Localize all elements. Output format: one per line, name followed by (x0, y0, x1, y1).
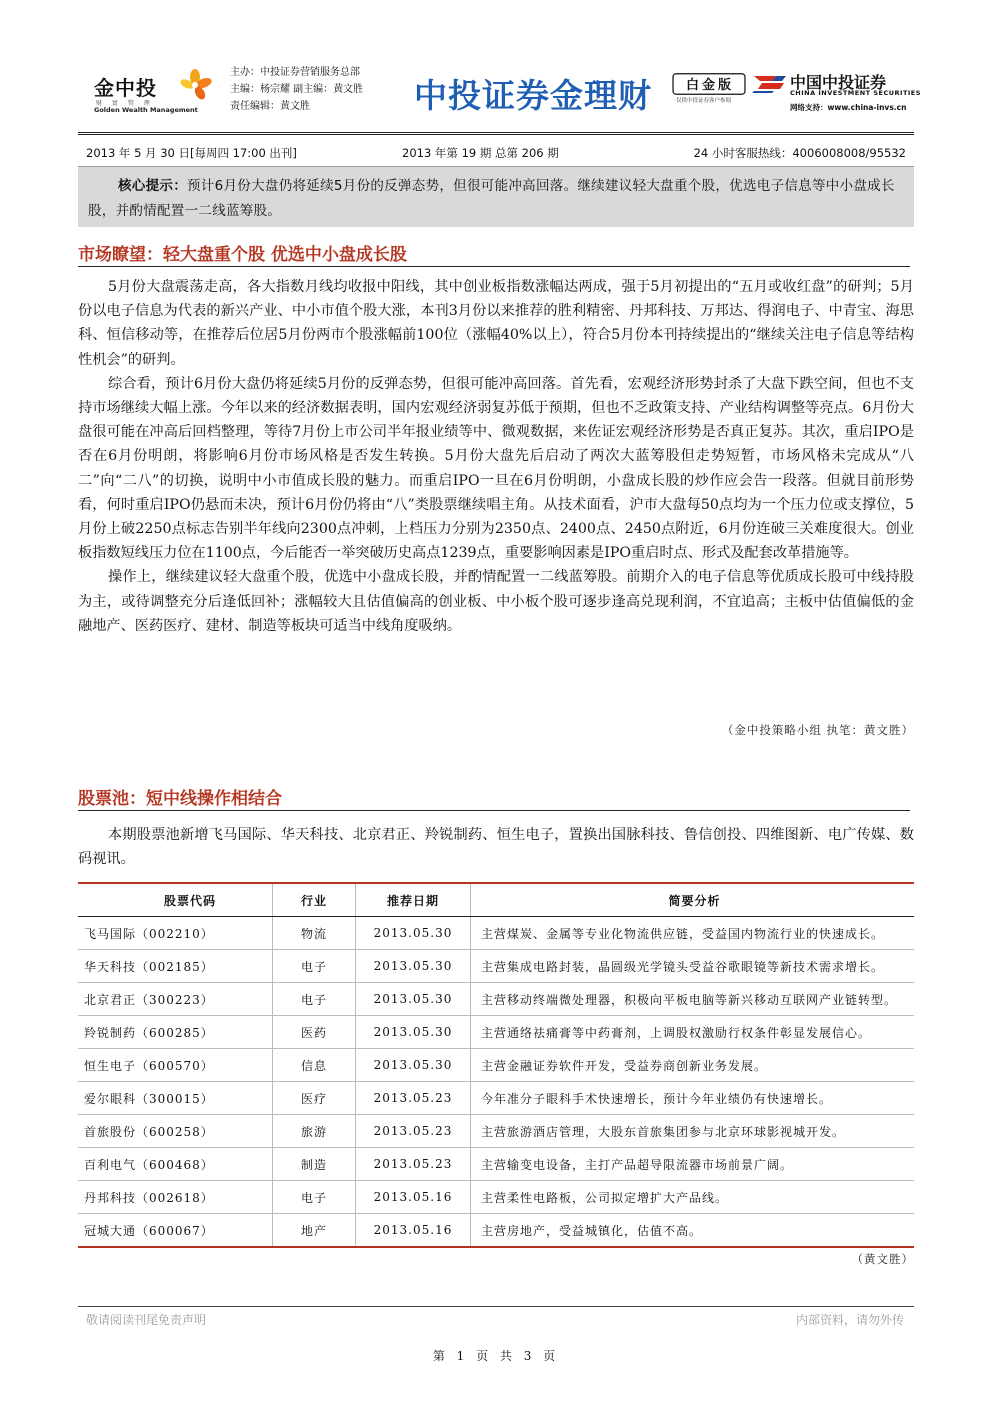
issue-number: 2013 年第 19 期 总第 206 期 (402, 146, 559, 160)
stock-code-cell: 百利电气（600468） (78, 1148, 273, 1181)
website-support: 网络支持：www.china-invs.cn (790, 103, 907, 112)
date-cell: 2013.05.16 (356, 1214, 471, 1248)
table-row (78, 1016, 914, 1049)
date-cell: 2013.05.23 (356, 1115, 471, 1148)
column-header-analysis: 简要分析 (471, 883, 915, 917)
stock-code-cell: 华天科技（002185） (78, 950, 273, 983)
market-outlook-heading: 市场瞭望：轻大盘重个股 优选中小盘成长股 (78, 240, 910, 267)
industry-cell: 电子 (273, 983, 356, 1016)
analysis-cell: 主营通络祛痛膏等中药膏剂，上调股权激励行权条件彰显发展信心。 (471, 1016, 915, 1049)
footer-divider (78, 1306, 914, 1307)
column-header-industry: 行业 (273, 883, 356, 917)
date-cell: 2013.05.30 (356, 917, 471, 950)
edition-note: 仅供中投证券客户参阅 (676, 98, 732, 104)
stock-code-cell: 北京君正（300223） (78, 983, 273, 1016)
table-row (78, 950, 914, 983)
analysis-cell: 主营集成电路封装，晶圆级光学镜头受益谷歌眼镜等新技术需求增长。 (471, 950, 915, 983)
internal-notice: 内部资料，请勿外传 (795, 1313, 904, 1327)
page-number: 第 1 页 共 3 页 (432, 1349, 560, 1363)
column-header-code: 股票代码 (78, 883, 273, 917)
stock-pool-intro (78, 823, 914, 871)
analysis-cell: 主营旅游酒店管理，大股东首旅集团参与北京环球影视城开发。 (471, 1115, 915, 1148)
key-tip-box (78, 166, 914, 227)
stock-code-cell: 冠城大通（600067） (78, 1214, 273, 1248)
table-row (78, 1181, 914, 1214)
market-paragraph: 5月份大盘震荡走高，各大指数月线均收报中阳线，其中创业板指数涨幅达两成，强于5月初提出的“五月或收红盘”的研判；5月份以电子信息为代表的新兴产业、中小市值个股大涨，本刊3月份以来推荐的胜利精密、丹邦科技、万邦达、得润电子、中青宝、海思科、恒信移动等，在推荐后位居5月份两市个股涨幅前100位（涨幅40%以上），符合5月份本刊持续提出的“继续关注电子信息等结构性机会”的研判。 (78, 279, 914, 368)
company-english-name: CHINA INVESTMENT SECURITIES (790, 89, 921, 97)
table-row (78, 1115, 914, 1148)
market-paragraph: 操作上，继续建议轻大盘重个股，优选中小盘成长股，并酌情配置一二线蓝筹股。前期介入的电子信息等优质成长股可中线持股为主，或待调整充分后逢低回补；涨幅较大且估值偏高的创业板、中小板个股可逐步逢高兑现利润，不宜追高；主板中估值偏低的金融地产、医药医疗、建材、制造等板块可适当中线角度吸纳。 (78, 569, 914, 634)
analysis-cell: 主营金融证券软件开发，受益券商创新业务发展。 (471, 1049, 915, 1082)
analysis-cell: 今年准分子眼科手术快速增长，预计今年业绩仍有快速增长。 (471, 1082, 915, 1115)
disclaimer-notice: 敬请阅读刊尾免责声明 (86, 1313, 207, 1327)
publication-title: 中投证券金理财 (414, 76, 652, 115)
industry-cell: 制造 (273, 1148, 356, 1181)
date-cell: 2013.05.30 (356, 1049, 471, 1082)
table-row (78, 1082, 914, 1115)
industry-cell: 地产 (273, 1214, 356, 1248)
table-row (78, 1214, 914, 1248)
edition-label: 白金版 (685, 78, 734, 93)
logo-english-name: Golden Wealth Management (94, 106, 198, 114)
header-divider (78, 132, 914, 135)
industry-cell: 电子 (273, 950, 356, 983)
analysis-cell: 主营房地产，受益城镇化，估值不高。 (471, 1214, 915, 1248)
table-header-row (78, 883, 914, 917)
analysis-cell: 主营柔性电路板，公司拟定增扩大产品线。 (471, 1181, 915, 1214)
market-outlook-body (78, 275, 914, 638)
company-name: 中国中投证券 (790, 73, 887, 92)
market-paragraph: 综合看，预计6月份大盘仍将延续5月份的反弹态势，但很可能冲高回落。首先看，宏观经济形势封杀了大盘下跌空间，但也不支持市场继续大幅上涨。今年以来的经济数据表明，国内宏观经济弱复苏低于预期，但也不乏政策支持、产业结构调整等亮点。6月份大盘很可能在冲高后回档整理，等待7月份上市公司半年报业绩等中、微观数据，来佐证宏观经济形势是否真正复苏。其次，重启IPO是否在6月份明朗，将影响6月份市场风格是否发生转换。5月份大盘先后启动了两次大蓝筹股但走势短暂，市场风格未完成从“八二”向“二八”的切换，说明中小市值成长股的魅力。而重启IPO一旦在6月份明朗，小盘成长股的炒作应会告一段落。但就目前形势看，何时重启IPO仍悬而未决，预计6月份仍将由“八”类股票继续唱主角。从技术面看，沪市大盘每50点均为一个压力位或支撑位，5月份上破2250点标志告别半年线向2300点冲刺，上档压力分别为2350点、2400点、2450点附近，6月份连破三关难度很大。创业板指数短线压力位在1100点，今后能否一举突破历史高点1239点，重要影响因素是IPO重启时点、形式及配套改革措施等。 (78, 375, 914, 562)
stock-pool-heading: 股票池：短中线操作相结合 (78, 784, 910, 811)
table-row (78, 1148, 914, 1181)
stock-code-cell: 首旅股份（600258） (78, 1115, 273, 1148)
credit-responsible-editor: 责任编辑：黄文胜 (230, 101, 310, 112)
stock-code-cell: 羚锐制药（600285） (78, 1016, 273, 1049)
industry-cell: 医疗 (273, 1082, 356, 1115)
key-tip-text: 预计6月份大盘仍将延续5月份的反弹态势，但很可能冲高回落。继续建议轻大盘重个股，优选电子信息等中小盘成长股，并酌情配置一二线蓝筹股。 (88, 178, 895, 219)
table-row (78, 917, 914, 950)
date-cell: 2013.05.16 (356, 1181, 471, 1214)
date-cell: 2013.05.30 (356, 950, 471, 983)
industry-cell: 信息 (273, 1049, 356, 1082)
key-tip-label: 核心提示： (118, 178, 187, 194)
date-cell: 2013.05.23 (356, 1148, 471, 1181)
issue-info-bar (78, 145, 914, 165)
industry-cell: 医药 (273, 1016, 356, 1049)
date-cell: 2013.05.23 (356, 1082, 471, 1115)
analysis-cell: 主营煤炭、金属等专业化物流供应链，受益国内物流行业的快速成长。 (471, 917, 915, 950)
editorial-credits (230, 64, 363, 115)
market-signature: （金中投策略小组 执笔：黄文胜） (721, 723, 914, 737)
masthead (78, 58, 921, 118)
date-cell: 2013.05.30 (356, 1016, 471, 1049)
stock-code-cell: 飞马国际（002210） (78, 917, 273, 950)
logo-subtitle: 财 富 管 理 (96, 100, 154, 107)
stock-code-cell: 丹邦科技（002618） (78, 1181, 273, 1214)
logo-chinese-name: 金中投 (94, 76, 157, 100)
stock-pool-table (78, 882, 914, 1248)
analysis-cell: 主营输变电设备，主打产品超导限流器市场前景广阔。 (471, 1148, 915, 1181)
credit-editors: 主编：杨宗耀 副主编：黄文胜 (230, 84, 364, 95)
china-investment-securities-logo-icon (752, 72, 788, 94)
flower-icon (176, 68, 214, 102)
stock-code-cell: 爱尔眼科（300015） (78, 1082, 273, 1115)
stock-pool-intro-text: 本期股票池新增飞马国际、华天科技、北京君正、羚锐制药、恒生电子，置换出国脉科技、鲁信创投、四维图新、电广传媒、数码视讯。 (78, 827, 914, 868)
credit-sponsor: 主办：中投证券营销服务总部 (230, 67, 360, 78)
analysis-cell: 主营移动终端微处理器，积极向平板电脑等新兴移动互联网产业链转型。 (471, 983, 915, 1016)
column-header-date: 推荐日期 (356, 883, 471, 917)
date-cell: 2013.05.30 (356, 983, 471, 1016)
service-hotline: 24 小时客服热线：4006008008/95532 (693, 146, 906, 160)
table-row (78, 983, 914, 1016)
golden-wealth-logo (94, 68, 224, 118)
publish-date: 2013 年 5 月 30 日[每周四 17:00 出刊] (86, 146, 297, 160)
stock-code-cell: 恒生电子（600570） (78, 1049, 273, 1082)
stock-pool-signature: （黄文胜） (851, 1252, 914, 1266)
industry-cell: 物流 (273, 917, 356, 950)
industry-cell: 旅游 (273, 1115, 356, 1148)
table-row (78, 1049, 914, 1082)
industry-cell: 电子 (273, 1181, 356, 1214)
